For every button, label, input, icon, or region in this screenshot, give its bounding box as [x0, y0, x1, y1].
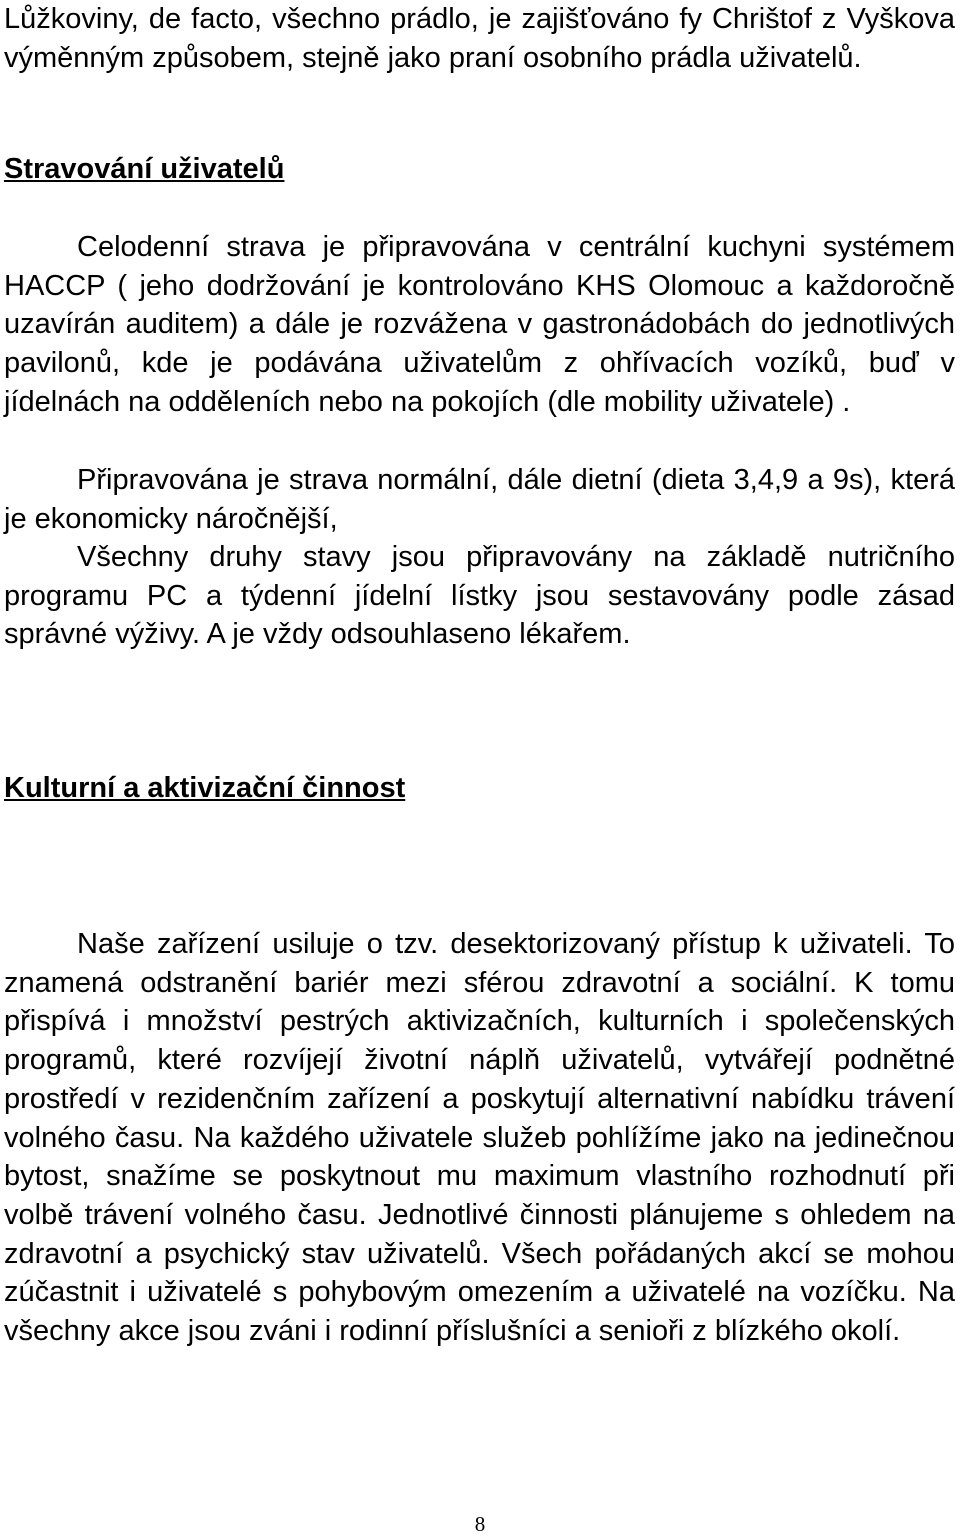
culture-paragraph: Naše zařízení usiluje o tzv. desektorizovaný přístup k uživateli. To znamená odstranění bariér mezi sférou zdravotní a sociální. K tomu přispívá i množství pestrých aktivizačních, kulturních i společenských programů, které rozvíjejí životní náplň uživatelů, vytvářejí podnětné prostředí v rezidenčním zařízení a poskytují alternativní nabídku trávení volného času. Na každého uživatele služeb pohlížíme jako na jedinečnou bytost, snažíme se poskytnout mu maximum vlastního rozhodnutí při volbě trávení volného času. Jednotlivé činnosti plánujeme s ohledem na zdravotní a psychický stav uživatelů. Všech pořádaných akcí se mohou zúčastnit i uživatelé s pohybovým omezením a uživatelé na vozíčku. Na všechny akce jsou zváni i rodinní příslušníci a senioři z blízkého okolí.: [4, 928, 955, 1348]
catering-heading: Stravování uživatelů: [4, 153, 285, 185]
intro-paragraph: Lůžkoviny, de facto, všechno prádlo, je zajišťováno fy Chrištof z Vyškova výměnným způsobem, stejně jako praní osobního prádla uživatelů.: [4, 3, 955, 74]
catering-paragraph-1: Celodenní strava je připravována v centrální kuchyni systémem HACCP ( jeho dodržování je kontrolováno KHS Olomouc a každoročně uzavírán auditem) a dále je rozvážena v gastronádobách do jednotlivých pavilonů, kde je podávána uživatelům z ohřívacích vozíků, buď v jídelnách na odděleních nebo na pokojích (dle mobility uživatele) .: [4, 231, 955, 418]
catering-paragraph-2: Připravována je strava normální, dále dietní (dieta 3,4,9 a 9s), která je ekonomicky náročnější,: [4, 464, 955, 535]
culture-heading: Kulturní a aktivizační činnost: [4, 772, 406, 804]
page-number: 8: [474, 1512, 486, 1536]
catering-paragraph-3: Všechny druhy stavy jsou připravovány na základě nutričního programu PC a týdenní jídelní lístky jsou sestavovány podle zásad správné výživy. A je vždy odsouhlaseno lékařem.: [4, 541, 955, 651]
